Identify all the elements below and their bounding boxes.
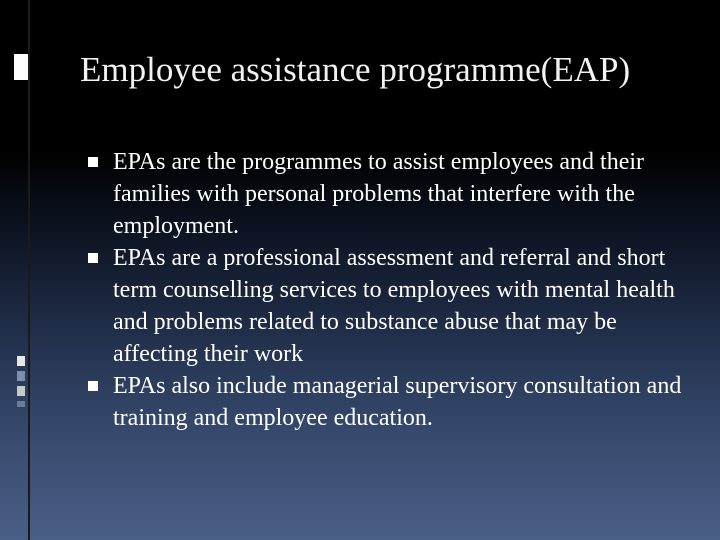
accent-bar: [17, 401, 25, 407]
bullet-list: [88, 146, 698, 434]
bullet-item: [88, 242, 698, 370]
title-accent-block: [14, 50, 28, 80]
square-bullet-icon: [88, 157, 98, 167]
accent-bar-stack: [17, 356, 25, 412]
bullet-item: [88, 146, 698, 242]
left-divider-line: [28, 0, 30, 540]
bullet-text: EPAs are the programmes to assist employees and their families with personal problems that interfere with the employment.: [113, 149, 644, 239]
accent-bar: [17, 371, 25, 381]
accent-bar: [17, 356, 25, 366]
bullet-text: EPAs also include managerial supervisory consultation and training and employee education.: [113, 373, 682, 431]
slide-title: Employee assistance programme(EAP): [80, 50, 631, 89]
title-accent-notch: [14, 50, 28, 54]
bullet-item: [88, 370, 698, 434]
square-bullet-icon: [88, 253, 98, 263]
bullet-text: EPAs are a professional assessment and referral and short term counselling services to employees with mental health and problems related to substance abuse that may be affecting their work: [113, 245, 675, 367]
square-bullet-icon: [88, 381, 98, 391]
accent-bar: [17, 386, 25, 396]
